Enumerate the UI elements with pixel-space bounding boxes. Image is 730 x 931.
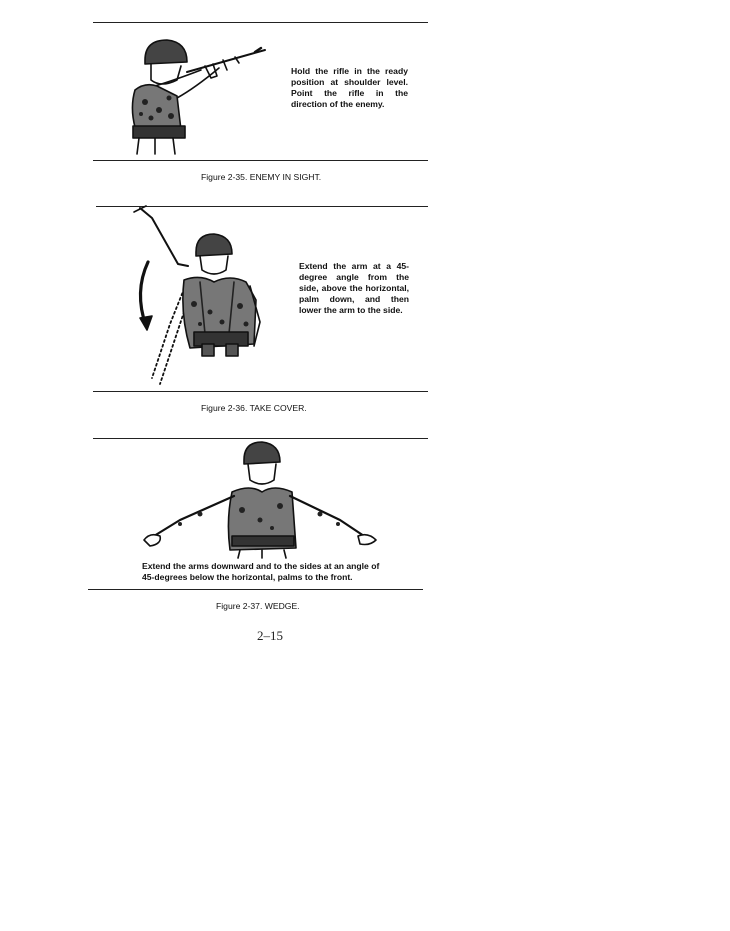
figure-2-37-instruction: Extend the arms downward and to the sides at an angle of 45-degrees below the horizontal, palms to the front.: [142, 561, 380, 582]
figure-2-37-caption: Figure 2-37. WEDGE.: [216, 601, 300, 611]
figure-2-36-instruction: Extend the arm at a 45-degree angle from the side, above the horizontal, palm down, and then lower the arm to the side.: [299, 261, 409, 315]
figure-2-35-bottom-rule: [93, 160, 428, 161]
figure-2-37-top-rule: [93, 438, 428, 439]
figure-2-35-instruction: Hold the rifle in the ready position at shoulder level. Point the rifle in the direction of the enemy.: [291, 66, 408, 109]
figure-2-36-caption: Figure 2-36. TAKE COVER.: [201, 403, 307, 413]
soldier-arms-spread-icon: [140, 440, 380, 560]
figure-2-35-caption: Figure 2-35. ENEMY IN SIGHT.: [201, 172, 322, 182]
soldier-arm-lowering-icon: [130, 204, 280, 390]
figure-2-36-bottom-rule: [93, 391, 428, 392]
figure-2-37-bottom-rule: [88, 589, 423, 590]
figure-2-35-top-rule: [93, 22, 428, 23]
soldier-aiming-rifle-icon: [115, 30, 275, 156]
page-number: 2–15: [257, 628, 283, 643]
